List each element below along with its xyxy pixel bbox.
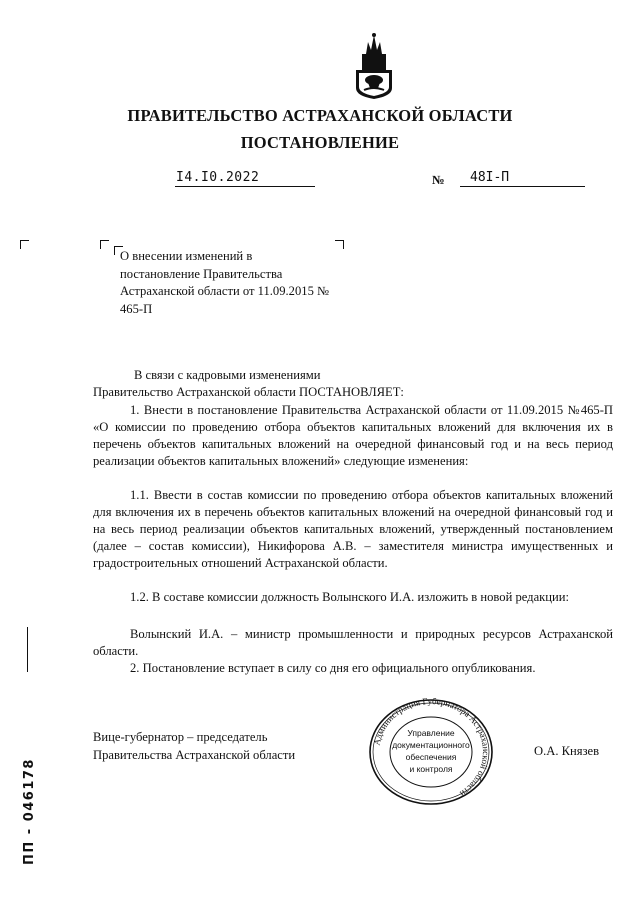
signatory-title-line-1: Вице-губернатор – председатель bbox=[93, 730, 268, 744]
paragraph-1-1: 1.1. Ввести в состав комиссии по проведению отбора объектов капитальных вложений для включения их в перечень объектов капитальных вложений на очередной финансовый год и на весь период реализации объектов капитальных вложений, утвержденный постановлением (далее – состав комиссии), Никифорова А.В. – заместителя министра имущественных и градостроительных отношений Астраханской области. bbox=[93, 488, 613, 570]
document-type-title: ПОСТАНОВЛЕНИЕ bbox=[240, 133, 400, 152]
number-underline bbox=[460, 186, 585, 187]
corner-mark bbox=[20, 240, 29, 249]
signatory-title bbox=[93, 728, 343, 764]
signatory-title-line-2: Правительства Астраханской области bbox=[93, 748, 296, 762]
stamp-ring-text: Администрация Губернатора Астраханской области bbox=[371, 698, 492, 800]
form-serial bbox=[6, 715, 66, 865]
paragraph-1: 1. Внести в постановление Правительства Астраханской области от 11.09.2015 №465-П «О комиссии по проведению отбора объектов капитальных вложений для включения их в перечень объектов капитальных вложений на очередной финансовый год и на весь период реализации объектов капитальных вложений» следующие изменения: bbox=[93, 403, 613, 468]
paragraph-1-2: 1.2. В составе комиссии должность Волынского И.А. изложить в новой редакции: bbox=[130, 590, 570, 604]
intro-line-2: Правительство Астраханской области ПОСТАНОВЛЯЕТ: bbox=[93, 385, 404, 399]
document-number: 48I-П bbox=[470, 170, 510, 185]
corner-mark bbox=[100, 240, 109, 249]
signatory-name: О.А. Князев bbox=[534, 744, 600, 758]
margin-mark-line bbox=[27, 627, 28, 672]
number-sign: № bbox=[432, 173, 445, 187]
date-underline bbox=[175, 186, 315, 187]
paragraph-1-2-text: Волынский И.А. – министр промышленности и природных ресурсов Астраханской области. bbox=[93, 627, 613, 658]
intro-line-1: В связи с кадровыми изменениями bbox=[134, 368, 321, 382]
corner-mark bbox=[335, 240, 344, 249]
stamp-center-line-2: документационного bbox=[392, 740, 470, 750]
stamp-center-line-1: Управление bbox=[407, 728, 455, 738]
official-stamp bbox=[367, 698, 495, 806]
paragraph-2: 2. Постановление вступает в силу со дня его официального опубликования. bbox=[130, 661, 536, 675]
document-subject: О внесении изменений в постановление Правительства Астраханской области от 11.09.2015 № 465-П bbox=[120, 249, 330, 316]
document-date: I4.I0.2022 bbox=[176, 170, 260, 185]
stamp-center-line-3: обеспечения bbox=[405, 752, 457, 762]
stamp-center-line-4: и контроля bbox=[409, 764, 453, 774]
coat-of-arms-icon bbox=[350, 30, 398, 100]
serial-number: ПП - 046178 bbox=[22, 758, 37, 865]
organization-title: ПРАВИТЕЛЬСТВО АСТРАХАНСКОЙ ОБЛАСТИ bbox=[127, 106, 513, 125]
